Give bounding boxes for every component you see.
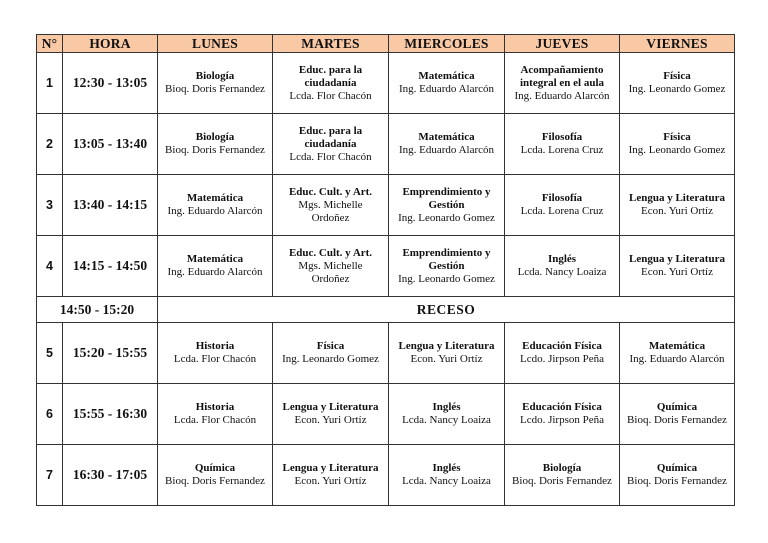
teacher-name: Econ. Yuri Ortíz: [641, 205, 713, 217]
break-section: [37, 297, 735, 323]
teacher-name: Lcda. Nancy Loaiza: [402, 475, 491, 487]
subject-name: ciudadanía: [304, 76, 357, 89]
class-cell: [273, 175, 389, 236]
subject-name: Emprendimiento y: [402, 185, 491, 198]
class-cell: [620, 384, 735, 445]
subject-name: Emprendimiento y: [402, 246, 491, 259]
class-cell: [505, 384, 620, 445]
subject-name: Física: [663, 70, 691, 82]
class-cell: [273, 236, 389, 297]
class-cell: [158, 114, 273, 175]
subject-name: Gestión: [428, 259, 465, 272]
teacher-name: Econ. Yuri Ortíz: [294, 414, 367, 426]
row-time: 15:20 - 15:55: [63, 323, 158, 384]
teacher-name: Ing. Eduardo Alarcón: [399, 144, 494, 156]
class-cell: [389, 323, 505, 384]
break-row: [37, 297, 735, 323]
subject-name: Filosofía: [541, 131, 583, 143]
class-cell: [620, 323, 735, 384]
teacher-name: Ing. Leonardo Gomez: [398, 211, 495, 224]
teacher-name: Lcda. Lorena Cruz: [520, 205, 604, 217]
class-cell: [389, 384, 505, 445]
row-time: 15:55 - 16:30: [63, 384, 158, 445]
row-number: 5: [37, 323, 63, 384]
teacher-name: Bioq. Doris Fernandez: [512, 475, 612, 487]
row-time: 16:30 - 17:05: [63, 445, 158, 506]
subject-name: Lengua y Literatura: [398, 340, 495, 352]
teacher-name: Ing. Leonardo Gomez: [282, 353, 379, 365]
subject-name: Lengua y Literatura: [629, 192, 725, 204]
row-number: 6: [37, 384, 63, 445]
teacher-name: Econ. Yuri Ortíz: [294, 475, 367, 487]
class-cell: [158, 236, 273, 297]
subject-name: Inglés: [432, 462, 461, 474]
break-label: RECESO: [158, 297, 735, 323]
row-number: 4: [37, 236, 63, 297]
subject-name: Física: [663, 131, 691, 143]
row-time: 12:30 - 13:05: [63, 53, 158, 114]
subject-name: Lengua y Literatura: [282, 462, 379, 474]
header-miercoles: MIERCOLES: [389, 35, 505, 53]
subject-name: Educ. Cult. y Art.: [288, 185, 373, 198]
subject-name: Educ. para la: [298, 63, 363, 76]
table-row: [37, 445, 735, 506]
class-cell: [620, 236, 735, 297]
subject-name: Historia: [195, 340, 235, 352]
teacher-name: Lcda. Flor Chacón: [173, 414, 257, 426]
subject-name: Lengua y Literatura: [629, 253, 725, 265]
class-cell: [620, 53, 735, 114]
teacher-name: Bioq. Doris Fernandez: [165, 144, 265, 156]
subject-name: Educ. para la: [298, 124, 363, 137]
subject-name: Matemática: [648, 340, 706, 352]
class-cell: [389, 445, 505, 506]
class-cell: [273, 323, 389, 384]
teacher-name: Ing. Eduardo Alarcón: [167, 266, 263, 278]
class-cell: [158, 323, 273, 384]
class-cell: [158, 445, 273, 506]
subject-name: Educación Física: [522, 340, 602, 352]
teacher-name: Bioq. Doris Fernandez: [165, 83, 265, 95]
header-jueves: JUEVES: [505, 35, 620, 53]
subject-name: Matemática: [186, 253, 244, 265]
table-row: [37, 384, 735, 445]
subject-name: Acompañamiento: [520, 63, 604, 76]
table-row: [37, 236, 735, 297]
subject-name: Inglés: [547, 253, 577, 265]
class-cell: [273, 114, 389, 175]
teacher-name: Bioq. Doris Fernandez: [165, 475, 265, 487]
schedule-body-morning: [37, 53, 735, 297]
teacher-name: Lcda. Nancy Loaiza: [402, 414, 491, 426]
subject-name: ciudadanía: [304, 137, 357, 150]
teacher-name: Ing. Eduardo Alarcón: [629, 353, 725, 365]
schedule-body-afternoon: [37, 323, 735, 506]
row-time: 13:40 - 14:15: [63, 175, 158, 236]
class-cell: [389, 114, 505, 175]
table-row: [37, 53, 735, 114]
subject-name: Física: [316, 340, 345, 352]
row-time: 13:05 - 13:40: [63, 114, 158, 175]
subject-name: Educ. Cult. y Art.: [288, 246, 373, 259]
class-cell: [505, 53, 620, 114]
class-cell: [158, 53, 273, 114]
teacher-name: Mgs. Michelle: [298, 259, 363, 272]
teacher-name: Ordoñez: [311, 272, 350, 285]
header-martes: MARTES: [273, 35, 389, 53]
teacher-name: Ing. Eduardo Alarcón: [514, 89, 610, 102]
teacher-name: Ing. Eduardo Alarcón: [399, 83, 494, 95]
class-cell: [389, 236, 505, 297]
class-cell: [389, 53, 505, 114]
schedule-table: [36, 34, 735, 506]
row-number: 2: [37, 114, 63, 175]
teacher-name: Ing. Leonardo Gomez: [398, 272, 495, 285]
subject-name: Historia: [195, 401, 235, 413]
row-time: 14:15 - 14:50: [63, 236, 158, 297]
header-hora: HORA: [63, 35, 158, 53]
teacher-name: Lcdo. Jirpson Peña: [519, 414, 604, 426]
teacher-name: Econ. Yuri Ortíz: [410, 353, 483, 365]
class-cell: [505, 445, 620, 506]
header-number: N°: [37, 35, 63, 53]
row-number: 7: [37, 445, 63, 506]
teacher-name: Ordoñez: [311, 211, 350, 224]
subject-name: Filosofía: [541, 192, 583, 204]
teacher-name: Bioq. Doris Fernandez: [627, 475, 727, 487]
header-lunes: LUNES: [158, 35, 273, 53]
subject-name: Química: [194, 462, 236, 474]
table-row: [37, 114, 735, 175]
subject-name: Matemática: [418, 70, 475, 82]
subject-name: integral en el aula: [519, 76, 605, 89]
header-row: [37, 35, 735, 53]
teacher-name: Lcda. Flor Chacón: [289, 150, 372, 163]
table-row: [37, 323, 735, 384]
class-cell: [273, 53, 389, 114]
teacher-name: Lcda. Flor Chacón: [173, 353, 257, 365]
subject-name: Química: [656, 462, 698, 474]
class-cell: [505, 236, 620, 297]
header-viernes: VIERNES: [620, 35, 735, 53]
class-cell: [389, 175, 505, 236]
row-number: 1: [37, 53, 63, 114]
teacher-name: Lcda. Lorena Cruz: [520, 144, 604, 156]
teacher-name: Mgs. Michelle: [298, 198, 363, 211]
row-number: 3: [37, 175, 63, 236]
class-cell: [273, 384, 389, 445]
subject-name: Inglés: [432, 401, 461, 413]
class-cell: [273, 445, 389, 506]
subject-name: Biología: [195, 70, 235, 82]
subject-name: Biología: [195, 131, 235, 143]
subject-name: Matemática: [418, 131, 475, 143]
teacher-name: Econ. Yuri Ortíz: [641, 266, 713, 278]
table-row: [37, 175, 735, 236]
class-cell: [620, 175, 735, 236]
subject-name: Matemática: [186, 192, 244, 204]
break-time: 14:50 - 15:20: [37, 297, 158, 323]
teacher-name: Bioq. Doris Fernandez: [627, 414, 727, 426]
class-cell: [620, 445, 735, 506]
subject-name: Gestión: [428, 198, 465, 211]
class-cell: [505, 175, 620, 236]
teacher-name: Ing. Eduardo Alarcón: [167, 205, 263, 217]
teacher-name: Ing. Leonardo Gomez: [628, 83, 726, 95]
subject-name: Biología: [542, 462, 582, 474]
teacher-name: Ing. Leonardo Gomez: [628, 144, 726, 156]
subject-name: Educación Física: [522, 401, 602, 413]
class-cell: [620, 114, 735, 175]
teacher-name: Lcdo. Jirpson Peña: [519, 353, 604, 365]
class-cell: [158, 384, 273, 445]
class-cell: [505, 323, 620, 384]
subject-name: Química: [656, 401, 698, 413]
class-cell: [505, 114, 620, 175]
teacher-name: Lcda. Nancy Loaiza: [517, 266, 607, 278]
teacher-name: Lcda. Flor Chacón: [289, 89, 372, 102]
subject-name: Lengua y Literatura: [282, 401, 379, 413]
class-cell: [158, 175, 273, 236]
